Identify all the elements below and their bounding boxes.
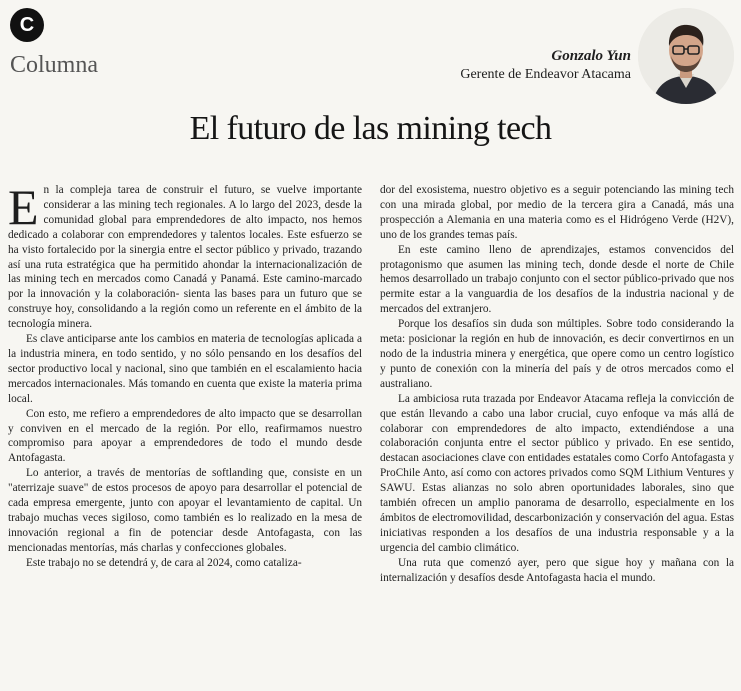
paragraph: Una ruta que comenzó ayer, pero que sigue hoy y mañana con la internalización y desafíos desde Antofagasta hacia el mundo. bbox=[380, 556, 734, 584]
paragraph: Este trabajo no se detendrá y, de cara al 2024, como cataliza- bbox=[26, 556, 302, 569]
paragraph: En la compleja tarea de construir el futuro, se vuelve importante considerar a las mining tech regionales. A lo largo del 2023, desde la comunidad global para emprendedores de alto impacto, nos hemos dedicado a colaborar con emprendedores y talentos locales. Este esfuerzo se ha visto fortalecido por la sinergia entre el sector público y privado, trazando así una ruta estratégica que ha permitido ahondar la internacionalización de las mining tech en mercados como Canadá y Panamá. Este camino-marcado por la innovación y la colaboración- sienta las bases para un futuro que se construye hoy, consolidando a la región como un referente en el ámbito de la tecnología minera. bbox=[8, 183, 362, 331]
paragraph: En este camino lleno de aprendizajes, estamos convencidos del protagonismo que asumen las mining tech, donde desde el norte de Chile hemos desarrollado un trabajo conjunto con el sector público-privado que nos permite estar a la vanguardia de los desafíos de la industria nacional y de mercados del extranjero. bbox=[380, 243, 734, 316]
paragraph: La ambiciosa ruta trazada por Endeavor Atacama refleja la convicción de que están llevando a cabo una labor crucial, cuyo enfoque va más allá de colaborar con emprendedores de alto impacto, extendiéndose a una colaboración conjunta entre el sector público y privado. En ese sentido, destacan asociaciones clave con entidades estatales como Corfo Antofagasta y ProChile Anto, así como con actores privados como SQM Lithium Ventures y SAWU. Estas alianzas no solo abren oportunidades laborales, sino que también ofrecen un amplio panorama de desarrollo, especialmente en los ámbitos de electromovilidad, descarbonización y conservación del agua. Estas iniciativas responden a los desafíos de una industria responsable y a la urgencia del cambio climático. bbox=[380, 392, 734, 554]
paragraph: Lo anterior, a través de mentorías de softlanding que, consiste en un "aterrizaje suave" de estos procesos de apoyo para desarrollar el potencial de cada empresa emergente, junto con apoyar el levantamiento de capital. Un trabajo muchas veces sigiloso, como también es lo realizado en la mesa de innovación regional a fin de potenciar desde Antofagasta, con las mencionadas mentorías, más charlas y confecciones globales. bbox=[8, 467, 362, 554]
section-badge: C bbox=[10, 8, 44, 42]
author-photo bbox=[638, 8, 734, 104]
article-column-2 bbox=[380, 183, 734, 688]
paragraph: Es clave anticiparse ante los cambios en materia de tecnologías aplicada a la industria minera, en todo sentido, y no sólo pensando en los desafíos del sector productivo local y nacional, sino que también en el escalamiento hacia mercados internacionales. Más tomando en cuenta que existe la materia prima local. bbox=[8, 333, 362, 405]
article-column-1 bbox=[8, 183, 362, 688]
article-body bbox=[8, 183, 734, 688]
drop-cap: E bbox=[8, 183, 39, 235]
paragraph: Porque los desafíos sin duda son múltiples. Sobre todo considerando la meta: posicionar la región en hub de innovación, es decir convertirnos en un nodo de la industria minera y energética, que opere como un centro logístico y punto de conexión con la minería del país y de otros mercados como el australiano. bbox=[380, 318, 734, 390]
author-name: Gonzalo Yun bbox=[551, 48, 631, 64]
author-role: Gerente de Endeavor Atacama bbox=[460, 67, 631, 82]
article-title: El futuro de las mining tech bbox=[189, 110, 552, 147]
section-label: Columna bbox=[10, 52, 98, 78]
author-portrait-icon bbox=[638, 8, 734, 104]
paragraph: Con esto, me refiero a emprendedores de alto impacto que se desarrollan y conviven en el mercado de la región. Por ello, reafirmamos nuestro compromiso para apoyar a emprendedores de todo el mundo desde Antofagasta. bbox=[8, 407, 362, 465]
paragraph: dor del exosistema, nuestro objetivo es a seguir potenciando las mining tech con una mirada global, por medio de la tercera gira a Canadá, más una prospección a Alemania en una materia como es el Hidrógeno Verde (H2V), uno de los grandes temas país. bbox=[380, 184, 734, 241]
author-block bbox=[460, 48, 631, 83]
